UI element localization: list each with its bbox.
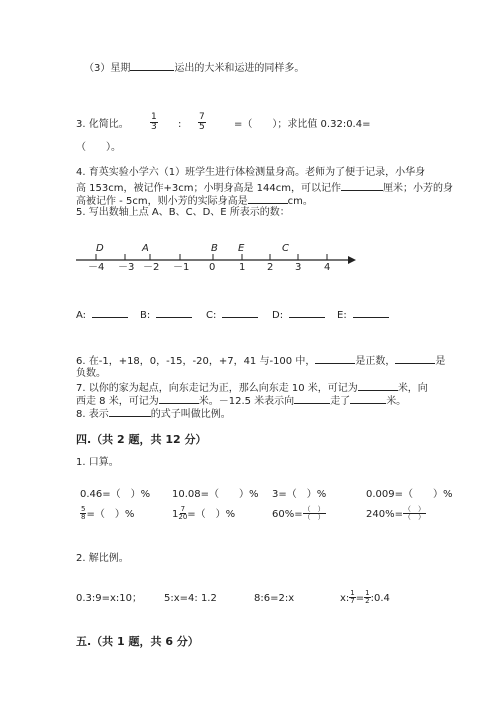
- answer-blank[interactable]: [341, 180, 383, 191]
- calc-item-60-percent: 60%= $\frac{( )}{( )}$: [272, 505, 325, 522]
- section-4-q1: 1. 口算。: [76, 457, 119, 468]
- question-2-3: [84, 60, 304, 77]
- section-5-title: 五.（共 1 题，共 6 分）: [76, 635, 199, 648]
- q-text: （3）星期: [84, 63, 131, 74]
- tick-label-neg4: －4: [88, 262, 105, 273]
- q4-line1: 4. 育英实验小学六（1）班学生进行体检测量身高。老师为了便于记录，小华身: [76, 167, 426, 178]
- q3-equation: =（ ）；求比值 0.32:0.4=: [234, 119, 371, 130]
- tick-label-1: 1: [239, 262, 246, 273]
- point-label-c: C: [282, 243, 289, 254]
- q4-line2: 高 153cm，被记作+3cm；小明身高是 144cm，可以记作 厘米；小芳的身: [76, 180, 453, 197]
- answer-blank[interactable]: [350, 393, 386, 404]
- answer-blank[interactable]: [92, 307, 128, 318]
- answer-blank[interactable]: [353, 307, 389, 318]
- tick-label-neg1: －1: [173, 262, 190, 273]
- answer-blank[interactable]: [248, 193, 288, 204]
- answer-b: B:: [140, 307, 192, 324]
- answer-blank[interactable]: [156, 307, 192, 318]
- tick-label-3: 3: [295, 262, 302, 273]
- tick-label-neg2: －2: [143, 262, 160, 273]
- calc-item: 10.08=（ ）%: [172, 489, 259, 500]
- tick-label-2: 2: [267, 262, 274, 273]
- calc-item: 0.46=（ ）%: [80, 489, 151, 500]
- tick-label-neg3: －3: [118, 262, 135, 273]
- answer-c: C:: [206, 307, 258, 324]
- calc-item-mixed-1-7-20: 1 $\frac{7}{20}$ =（ ）%: [172, 505, 236, 522]
- q3-line2: （ ）。: [76, 142, 121, 153]
- tick-label-0: 0: [209, 262, 216, 273]
- q6-line1: 6. 在-1，+18，0，-15，-20，+7，41 与-100 中， 是正数， 是: [76, 353, 445, 370]
- question-3-label: 3. 化简比。: [76, 119, 129, 130]
- q5-label: 5. 写出数轴上点 A、B、C、D、E 所表示的数：: [76, 207, 290, 218]
- point-label-a: A: [142, 243, 149, 254]
- ratio-item: 5:x=4: 1.2: [164, 593, 217, 604]
- answer-a: A:: [76, 307, 128, 324]
- answer-d: D:: [272, 307, 325, 324]
- fraction-1-3: $\frac{1}{3}$: [151, 112, 157, 133]
- tick-label-4: 4: [324, 262, 331, 273]
- point-label-b: B: [211, 243, 218, 254]
- calc-item: 3=（ ）%: [272, 489, 327, 500]
- ratio-colon: :: [178, 119, 182, 130]
- ratio-item: 0.3:9=x:10；: [76, 593, 143, 604]
- ratio-item-fraction: x: $\frac{1}{7}$ = $\frac{1}{2}$ :0.4: [340, 589, 390, 606]
- q7-line2: 西走 8 米，可记为 米。－12.5 米表示向 走了 米。: [76, 393, 406, 410]
- answer-blank[interactable]: [289, 307, 325, 318]
- answer-blank[interactable]: [315, 353, 355, 364]
- point-label-e: E: [238, 243, 245, 254]
- answer-blank[interactable]: [159, 393, 199, 404]
- ratio-item: 8:6=2:x: [254, 593, 295, 604]
- q6-line2: 负数。: [76, 368, 106, 379]
- q-text: 运出的大米和运进的同样多。: [174, 63, 305, 74]
- answer-blank[interactable]: [395, 353, 435, 364]
- calc-item-240-percent: 240%= $\frac{( )}{( )}$: [366, 505, 425, 522]
- answer-blank[interactable]: [130, 60, 174, 71]
- answer-blank[interactable]: [294, 393, 330, 404]
- answer-e: E:: [337, 307, 389, 324]
- q7-line1: 7. 以你的家为起点，向东走记为正，那么向东走 10 米，可记为 米，向: [76, 380, 428, 397]
- number-line-arrow: [348, 256, 356, 264]
- answer-blank[interactable]: [358, 380, 398, 391]
- section-4-q2: 2. 解比例。: [76, 553, 129, 564]
- q8: 8. 表示 的式子叫做比例。: [76, 406, 231, 423]
- point-label-d: D: [96, 243, 104, 254]
- calc-item-fraction-5-8: $\frac{5}{8}$ =（ ）%: [81, 505, 135, 522]
- section-4-title: 四.（共 2 题，共 12 分）: [76, 433, 207, 446]
- answer-blank[interactable]: [222, 307, 258, 318]
- answer-blank[interactable]: [109, 406, 151, 417]
- q4-line3: 高被记作 - 5cm，则小芳的实际身高是 cm。: [76, 193, 313, 210]
- fraction-7-5: $\frac{7}{5}$: [199, 112, 205, 133]
- calc-item: 0.009=（ ）%: [366, 489, 453, 500]
